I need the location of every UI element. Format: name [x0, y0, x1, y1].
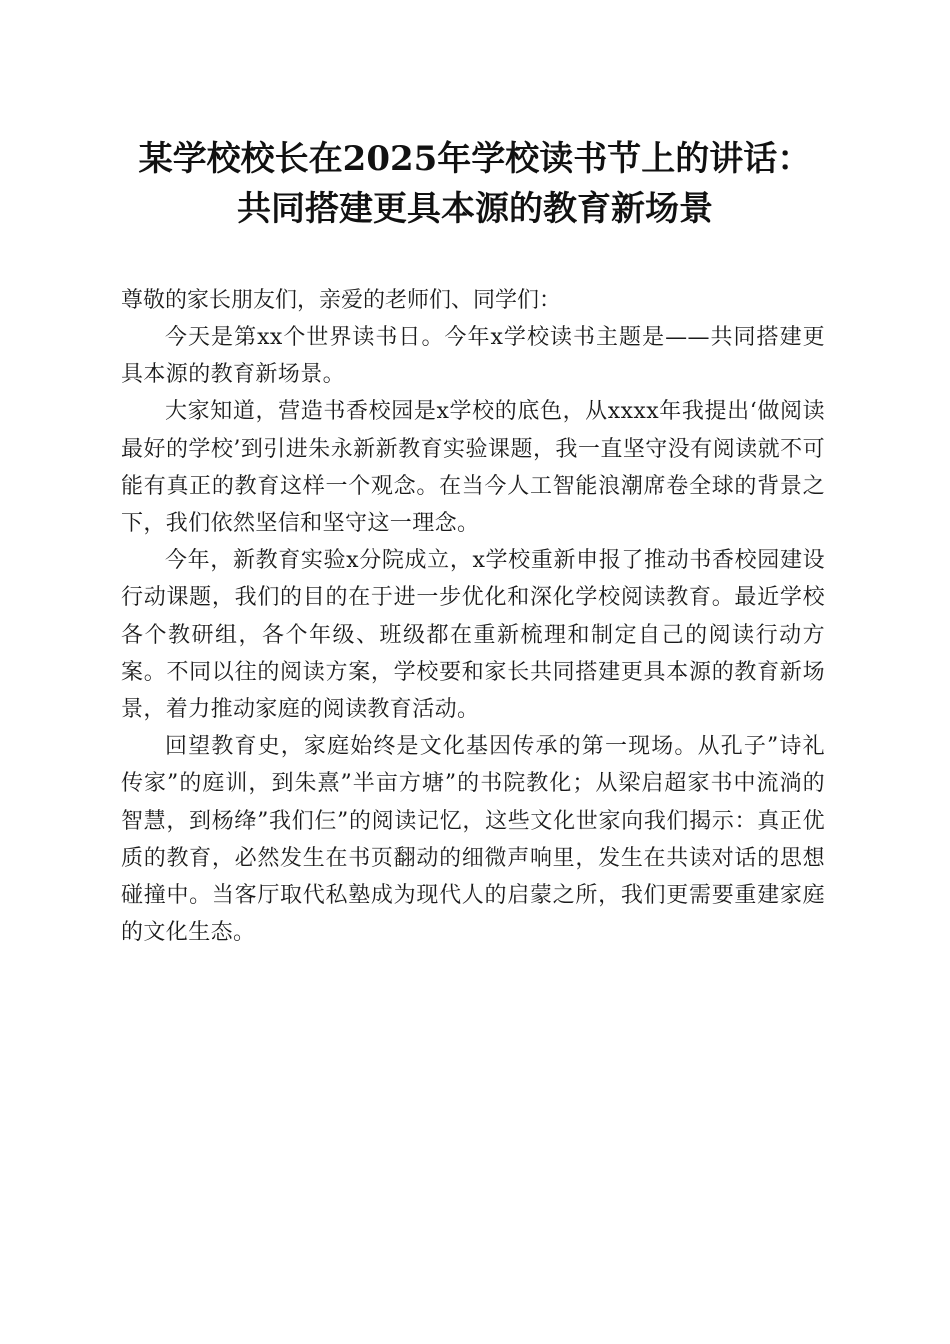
- paragraph-4: 回望教育史，家庭始终是文化基因传承的第一现场。从孔子”诗礼传家”的庭训，到朱熹”半亩方塘”的书院教化；从梁启超家书中流淌的智慧，到杨绛”我们仨”的阅读记忆，这些文化世家向我们揭示：真正优质的教育，必然发生在书页翻动的细微声响里，发生在共读对话的思想碰撞中。当客厅取代私塾成为现代人的启蒙之所，我们更需要重建家庭的文化生态。: [121, 734, 825, 946]
- paragraph-1: 今天是第xx个世界读书日。今年x学校读书主题是——共同搭建更具本源的教育新场景。: [121, 325, 825, 388]
- document-body: [121, 282, 825, 951]
- title-line-1: 某学校校长在2025年学校读书节上的讲话：: [138, 139, 812, 179]
- paragraph-3: 今年，新教育实验x分院成立，x学校重新申报了推动书香校园建设行动课题，我们的目的在于进一步优化和深化学校阅读教育。最近学校各个教研组，各个年级、班级都在重新梳理和制定自己的阅读行动方案。不同以往的阅读方案，学校要和家长共同搭建更具本源的教育新场景，着力推动家庭的阅读教育活动。: [121, 548, 825, 723]
- paragraph-2: 大家知道，营造书香校园是x学校的底色，从xxxx年我提出‘做阅读最好的学校’到引进朱永新新教育实验课题，我一直坚守没有阅读就不可能有真正的教育这样一个观念。在当今人工智能浪潮席卷全球的背景之下，我们依然坚信和坚守这一理念。: [121, 399, 825, 537]
- salutation: 尊敬的家长朋友们，亲爱的老师们、同学们：: [121, 288, 562, 313]
- title-line-2: 共同搭建更具本源的教育新场景: [237, 189, 713, 229]
- document-title: [90, 134, 860, 234]
